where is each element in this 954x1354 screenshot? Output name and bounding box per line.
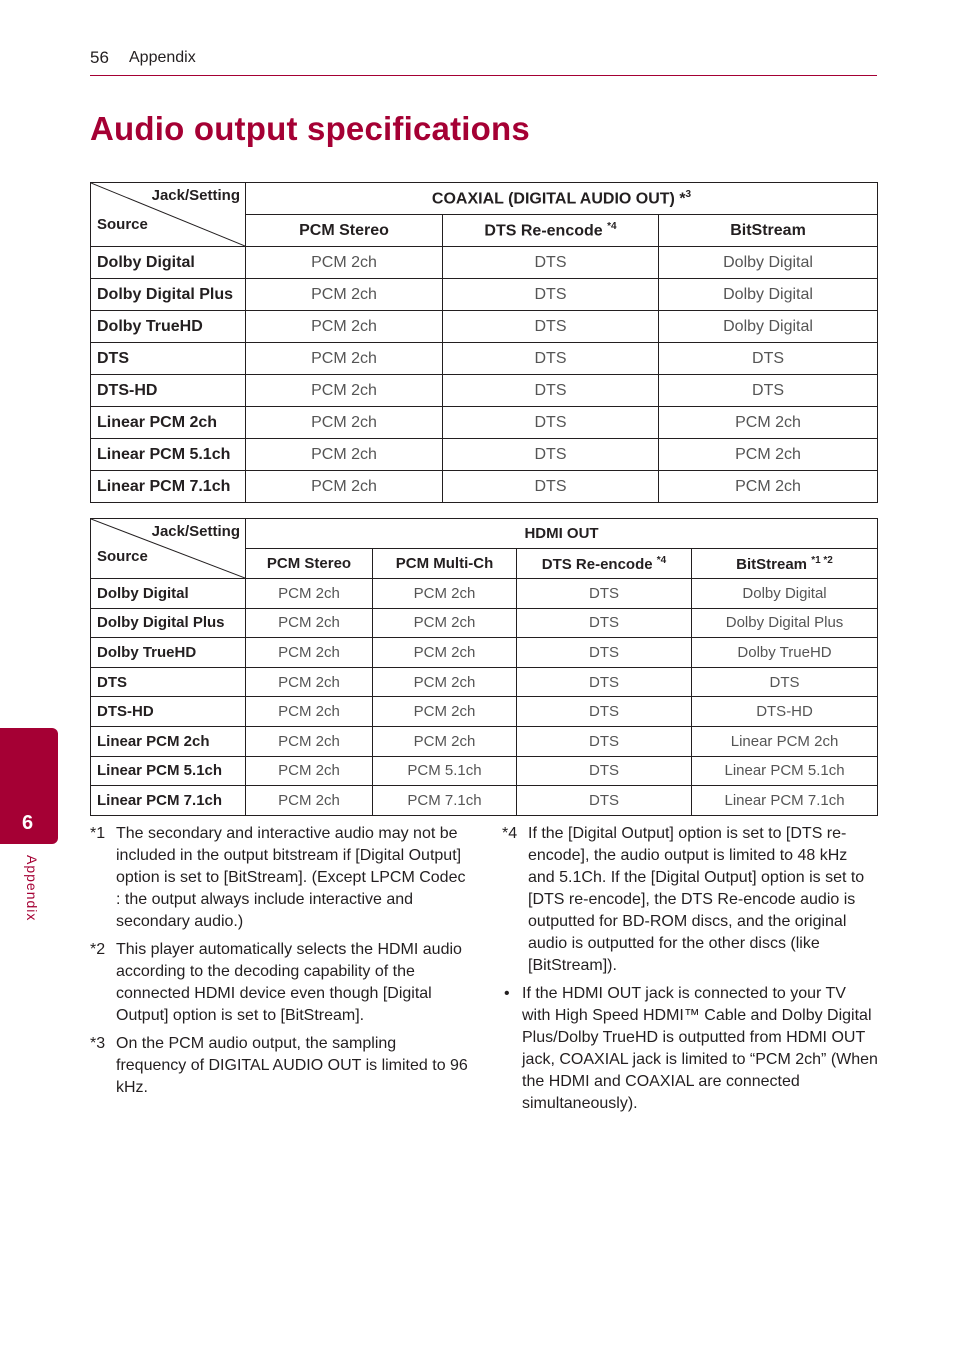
coaxial-output-table: [90, 182, 878, 503]
column-header: [517, 549, 692, 579]
table-row: [91, 247, 878, 279]
table-cell: DTS: [517, 638, 692, 668]
column-header-text: PCM Stereo: [266, 555, 352, 572]
table-cell: PCM 5.1ch: [373, 756, 517, 786]
table-cell: DTS: [517, 667, 692, 697]
table-row: [91, 667, 878, 697]
table-row: [91, 375, 878, 407]
table-row: [91, 726, 878, 756]
column-header: [443, 215, 659, 247]
table-row: [91, 407, 878, 439]
table-row: [91, 311, 878, 343]
table-row: [91, 343, 878, 375]
row-source: Dolby Digital: [91, 247, 246, 279]
table-cell: DTS: [443, 279, 659, 311]
footnote: [90, 939, 468, 1027]
coaxial-group-text: COAXIAL (DIGITAL AUDIO OUT) *: [431, 190, 686, 208]
table-cell: Linear PCM 7.1ch: [692, 786, 878, 816]
row-source: Linear PCM 7.1ch: [91, 786, 246, 816]
table-cell: DTS: [517, 579, 692, 609]
table-cell: PCM 2ch: [246, 343, 443, 375]
row-source: DTS-HD: [91, 697, 246, 727]
column-header-text: DTS Re-encode: [484, 222, 608, 240]
chapter-number: 6: [22, 812, 34, 834]
footnote-mark: *1: [90, 825, 106, 842]
row-source: DTS-HD: [91, 375, 246, 407]
column-footnote: *4: [607, 220, 617, 232]
corner-header-cell: [91, 183, 246, 247]
table-cell: PCM 2ch: [246, 786, 373, 816]
table-cell: Linear PCM 2ch: [692, 726, 878, 756]
table-cell: PCM 2ch: [246, 247, 443, 279]
table-cell: PCM 2ch: [246, 439, 443, 471]
table-cell: PCM 2ch: [373, 667, 517, 697]
table-cell: DTS: [517, 608, 692, 638]
jack-setting-label: Jack/Setting: [151, 187, 240, 204]
corner-header-cell: [91, 519, 246, 579]
bullet-text: If the HDMI OUT jack is connected to your TV with High Speed HDMI™ Cable and Dolby Digital Plus/Dolby TrueHD is outputted from HDMI OUT jack, COAXIAL jack is limited to “PCM 2ch” (When the HDMI and COAXIAL are connected simultaneously).: [522, 985, 878, 1112]
table-row: [91, 279, 878, 311]
table-cell: PCM 2ch: [373, 697, 517, 727]
chapter-tab: [0, 728, 58, 844]
table-cell: PCM 2ch: [246, 471, 443, 503]
table-row: [91, 471, 878, 503]
table-cell: Dolby TrueHD: [692, 638, 878, 668]
hdmi-output-table: [90, 518, 878, 816]
table-cell: DTS: [443, 247, 659, 279]
table-cell: Linear PCM 5.1ch: [692, 756, 878, 786]
table-cell: PCM 2ch: [246, 407, 443, 439]
table-cell: DTS: [517, 697, 692, 727]
table-cell: PCM 2ch: [246, 375, 443, 407]
column-header-text: BitStream: [736, 555, 812, 573]
source-label: Source: [97, 548, 148, 565]
column-header-text: PCM Stereo: [299, 221, 389, 239]
column-header-text: BitStream: [730, 221, 806, 239]
table-cell: PCM 2ch: [246, 726, 373, 756]
footnote-text: On the PCM audio output, the sampling frequency of DIGITAL AUDIO OUT is limited to 96 kHz.: [116, 1035, 468, 1096]
coaxial-group-header: [246, 183, 878, 215]
page-header: [90, 48, 877, 76]
row-source: Dolby TrueHD: [91, 311, 246, 343]
table-cell: Dolby Digital: [659, 279, 878, 311]
bullet-note: [502, 983, 878, 1115]
row-source: Dolby TrueHD: [91, 638, 246, 668]
table-row: [91, 439, 878, 471]
table-cell: PCM 2ch: [246, 667, 373, 697]
footnote-text: This player automatically selects the HDMI audio according to the decoding capability of the connected HDMI device even though [Digital Output] option is set to [BitStream].: [116, 941, 462, 1024]
table-row: [91, 786, 878, 816]
column-header: [692, 549, 878, 579]
column-footnote: *1 *2: [811, 554, 833, 566]
footnote: [502, 823, 878, 977]
footnote: [90, 823, 468, 933]
table-cell: DTS: [517, 726, 692, 756]
bullet-mark: •: [504, 985, 510, 1002]
table-cell: PCM 2ch: [246, 311, 443, 343]
page-number: 56: [90, 48, 109, 67]
table-cell: DTS: [517, 786, 692, 816]
table-cell: PCM 2ch: [246, 608, 373, 638]
table-cell: PCM 2ch: [373, 608, 517, 638]
table-cell: DTS: [443, 407, 659, 439]
column-header-text: DTS Re-encode: [541, 555, 657, 573]
footnote: [90, 1033, 468, 1099]
table-row: [91, 608, 878, 638]
table-cell: DTS: [443, 439, 659, 471]
coaxial-group-footnote: 3: [685, 188, 692, 200]
row-source: DTS: [91, 343, 246, 375]
footnote-mark: *3: [90, 1035, 106, 1052]
page-title: Audio output specifications: [90, 110, 530, 147]
table-cell: PCM 2ch: [246, 638, 373, 668]
column-header: [246, 215, 443, 247]
footnote-text: The secondary and interactive audio may not be included in the output bitstream if [Digital Output] option is set to [BitStream]. (Except LPCM Codec : the output always include interactive and secondary audio.): [116, 825, 466, 930]
row-source: Linear PCM 5.1ch: [91, 439, 246, 471]
chapter-side-label: [24, 855, 42, 945]
row-source: Dolby Digital Plus: [91, 279, 246, 311]
table-cell: PCM 2ch: [373, 579, 517, 609]
table-cell: PCM 2ch: [659, 471, 878, 503]
table-cell: DTS: [517, 756, 692, 786]
table-cell: Dolby Digital: [659, 247, 878, 279]
footnote-mark: *4: [502, 825, 518, 842]
table-cell: DTS-HD: [692, 697, 878, 727]
table-cell: PCM 2ch: [246, 697, 373, 727]
table-row: [91, 579, 878, 609]
row-source: Linear PCM 5.1ch: [91, 756, 246, 786]
row-source: DTS: [91, 667, 246, 697]
jack-setting-label: Jack/Setting: [151, 523, 240, 540]
table-cell: DTS: [443, 311, 659, 343]
column-header: [659, 215, 878, 247]
table-cell: DTS: [659, 375, 878, 407]
table-cell: PCM 2ch: [246, 279, 443, 311]
footnotes-left: [90, 823, 468, 1105]
column-header: [373, 549, 517, 579]
table-cell: Dolby Digital Plus: [692, 608, 878, 638]
table-row: [91, 756, 878, 786]
row-source: Linear PCM 7.1ch: [91, 471, 246, 503]
row-source: Dolby Digital: [91, 579, 246, 609]
table-cell: DTS: [443, 343, 659, 375]
table-cell: DTS: [659, 343, 878, 375]
table-cell: DTS: [443, 375, 659, 407]
source-label: Source: [97, 216, 148, 233]
column-header: [246, 549, 373, 579]
row-source: Linear PCM 2ch: [91, 407, 246, 439]
table-cell: DTS: [692, 667, 878, 697]
footnotes-right: [502, 823, 878, 1121]
column-header-text: PCM Multi-Ch: [395, 555, 494, 572]
table-cell: PCM 7.1ch: [373, 786, 517, 816]
table-cell: Dolby Digital: [692, 579, 878, 609]
table-cell: PCM 2ch: [373, 726, 517, 756]
row-source: Dolby Digital Plus: [91, 608, 246, 638]
row-source: Linear PCM 2ch: [91, 726, 246, 756]
table-row: [91, 638, 878, 668]
column-footnote: *4: [656, 554, 667, 566]
table-cell: PCM 2ch: [659, 439, 878, 471]
chapter-side-text: Appendix: [24, 855, 40, 922]
table-cell: Dolby Digital: [659, 311, 878, 343]
footnote-text: If the [Digital Output] option is set to [DTS re-encode], the audio output is limited to 48 kHz and 5.1Ch. If the [Digital Output] option is set to [DTS re-encode], the DTS Re-encode audio is outputted for BD-ROM discs, and the original audio is outputted for the other discs (like [BitStream]).: [528, 825, 865, 974]
table-row: [91, 697, 878, 727]
table-cell: DTS: [443, 471, 659, 503]
footnote-mark: *2: [90, 941, 106, 958]
section-name: Appendix: [129, 49, 196, 66]
table-cell: PCM 2ch: [246, 756, 373, 786]
table-cell: PCM 2ch: [246, 579, 373, 609]
hdmi-group-header: HDMI OUT: [246, 519, 878, 549]
table-cell: PCM 2ch: [373, 638, 517, 668]
table-cell: PCM 2ch: [659, 407, 878, 439]
